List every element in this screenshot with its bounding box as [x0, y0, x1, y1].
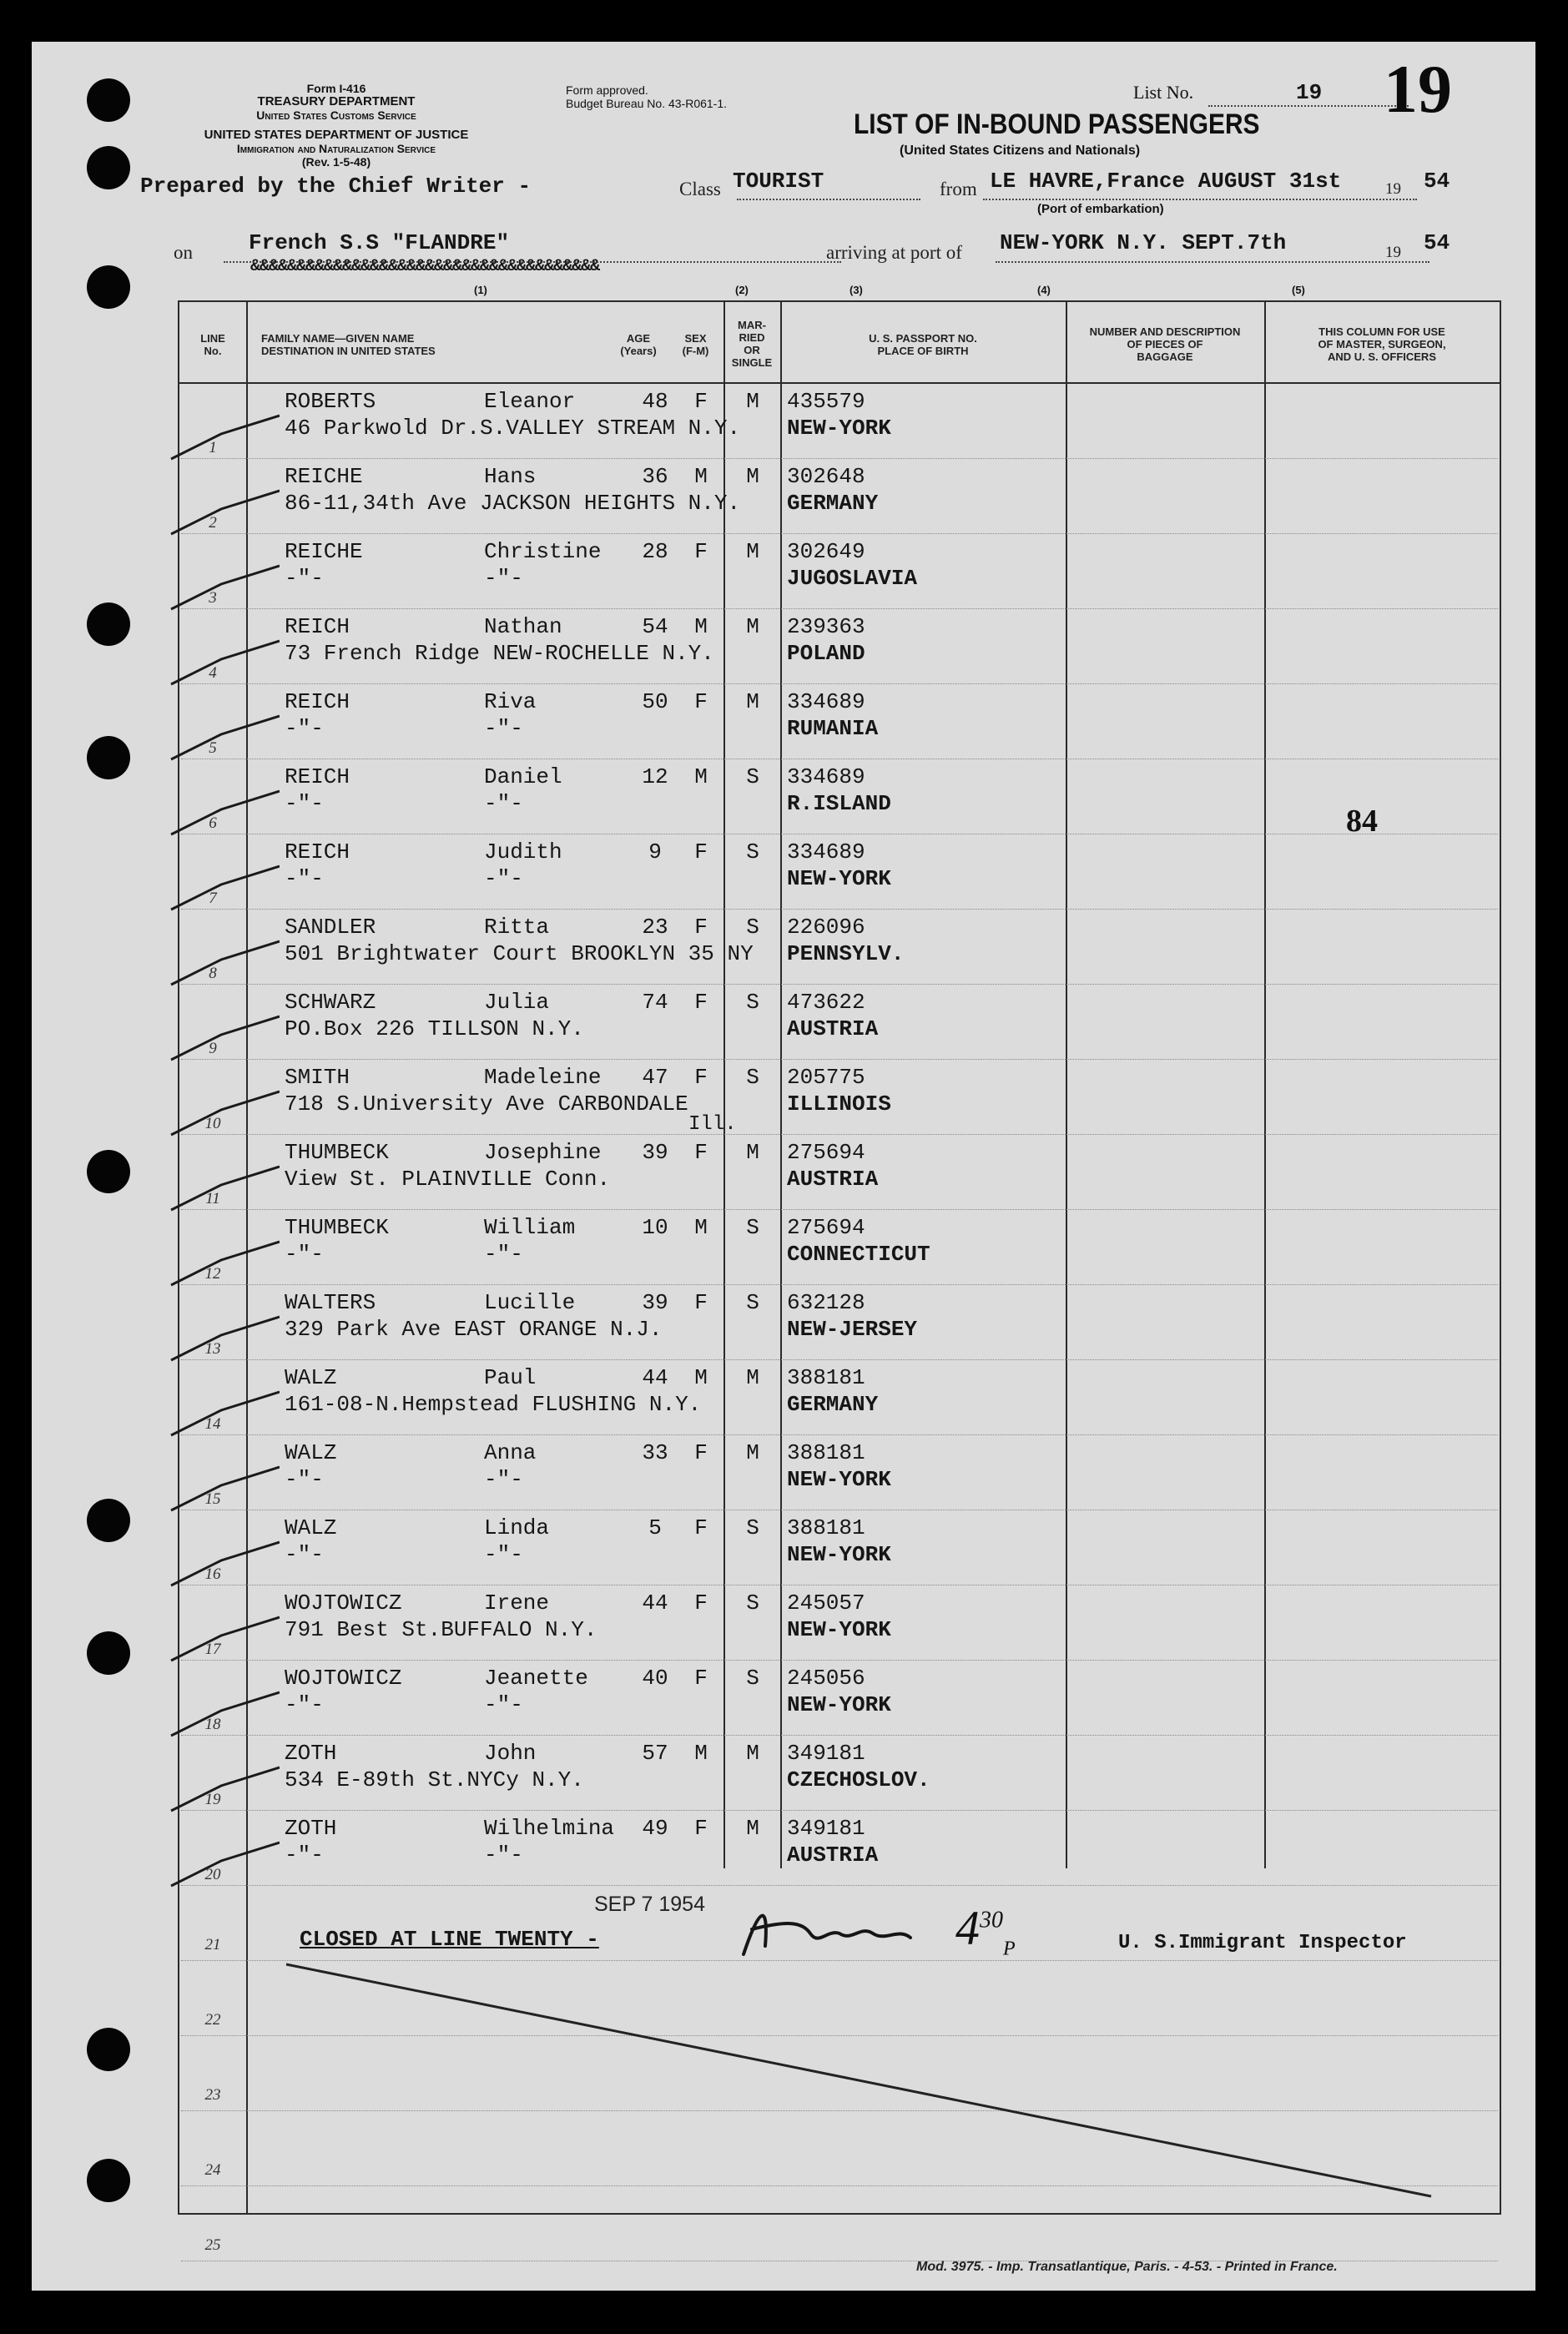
destination: -"-: [285, 866, 324, 891]
place-of-birth: NEW-YORK: [787, 416, 891, 441]
vessel-name: French S.S "FLANDRE": [249, 230, 510, 255]
document-page: [32, 42, 1535, 2291]
punch-hole: [87, 78, 130, 122]
list-no-typed: 19: [1296, 80, 1323, 105]
marital-status: S: [746, 990, 759, 1015]
marital-status: M: [746, 539, 759, 564]
check-mark: [163, 1152, 280, 1218]
customs-service: United States Customs Service: [256, 108, 416, 122]
destination-given: -"-: [484, 1692, 523, 1717]
marital-status: S: [746, 1065, 759, 1090]
sex: F: [694, 1590, 708, 1616]
destination: 534 E-89th St.NYCy N.Y.: [285, 1767, 584, 1792]
passport-number: 302649: [787, 539, 865, 564]
punch-hole: [87, 736, 130, 779]
header-line-no: LINE No.: [200, 332, 225, 357]
family-name: THUMBECK: [285, 1140, 389, 1165]
punch-hole: [87, 602, 130, 646]
sex: F: [694, 1666, 708, 1691]
marital-status: M: [746, 1741, 759, 1766]
line-number: 17: [204, 1641, 221, 1658]
sex: M: [694, 764, 708, 789]
destination-given: -"-: [484, 716, 523, 741]
passport-number: 245057: [787, 1590, 865, 1616]
given-name: Linda: [484, 1515, 550, 1540]
table-row: [179, 384, 1500, 459]
place-of-birth: CZECHOSLOV.: [787, 1767, 930, 1792]
marital-status: S: [746, 764, 759, 789]
form-header-left: [157, 82, 516, 169]
age: 49: [642, 1816, 668, 1841]
line-number: 3: [209, 589, 217, 607]
punch-hole: [87, 146, 130, 189]
family-name: REICH: [285, 839, 350, 865]
on-label: on: [174, 242, 193, 263]
given-name: Anna: [484, 1440, 537, 1465]
sex: F: [694, 915, 708, 940]
given-name: Christine: [484, 539, 602, 564]
punch-hole: [87, 1499, 130, 1542]
age: 74: [642, 990, 668, 1015]
check-mark: [163, 776, 280, 843]
passport-number: 349181: [787, 1741, 865, 1766]
age: 12: [642, 764, 668, 789]
header-sex: SEX (F-M): [682, 332, 709, 357]
check-mark: [163, 1452, 280, 1519]
line-number: 23: [204, 2086, 221, 2104]
destination-given: -"-: [484, 791, 523, 816]
passport-number: 435579: [787, 389, 865, 414]
given-name: Wilhelmina: [484, 1816, 615, 1841]
line-number: 12: [204, 1265, 221, 1283]
family-name: WOJTOWICZ: [285, 1666, 402, 1691]
given-name: William: [484, 1215, 576, 1240]
column-number-4: (4): [1037, 284, 1051, 296]
marital-status: S: [746, 1666, 759, 1691]
place-of-birth: R.ISLAND: [787, 791, 891, 816]
place-of-birth: GERMANY: [787, 491, 879, 516]
passport-number: 632128: [787, 1290, 865, 1315]
time-period: P: [1003, 1938, 1016, 1960]
sex: F: [694, 539, 708, 564]
check-mark: [163, 401, 280, 467]
passport-number: 302648: [787, 464, 865, 489]
place-of-birth: AUSTRIA: [787, 1167, 879, 1192]
passport-number: 275694: [787, 1215, 865, 1240]
age: 44: [642, 1365, 668, 1390]
family-name: WOJTOWICZ: [285, 1590, 402, 1616]
destination: PO.Box 226 TILLSON N.Y.: [285, 1016, 584, 1041]
destination-given: -"-: [484, 1542, 523, 1567]
justice-dept: UNITED STATES DEPARTMENT OF JUSTICE: [204, 128, 469, 142]
given-name: Nathan: [484, 614, 562, 639]
destination-extra: Ill.: [688, 1113, 737, 1136]
line-number: 13: [204, 1340, 221, 1358]
revision: (Rev. 1-5-48): [301, 155, 371, 169]
age: 39: [642, 1140, 668, 1165]
sex: F: [694, 1140, 708, 1165]
age: 50: [642, 689, 668, 714]
age: 40: [642, 1666, 668, 1691]
from-label: from: [940, 179, 977, 199]
table-row: [179, 1736, 1500, 1811]
marital-status: M: [746, 389, 759, 414]
age: 28: [642, 539, 668, 564]
table-row: [179, 1661, 1500, 1736]
footer-imprint: Mod. 3975. - Imp. Transatlantique, Paris. - 4-53. - Printed in France.: [916, 2260, 1338, 2274]
given-name: Julia: [484, 990, 550, 1015]
place-of-birth: JUGOSLAVIA: [787, 566, 918, 591]
table-row: [179, 1435, 1500, 1510]
family-name: WALZ: [285, 1440, 337, 1465]
header-age: AGE (Years): [620, 332, 657, 357]
line-number: 20: [204, 1866, 221, 1883]
sex: F: [694, 839, 708, 865]
prepared-by: Prepared by the Chief Writer -: [140, 174, 532, 199]
check-mark: [163, 926, 280, 993]
age: 48: [642, 389, 668, 414]
table-row: [179, 534, 1500, 609]
sex: F: [694, 389, 708, 414]
family-name: REICH: [285, 764, 350, 789]
destination: 86-11,34th Ave JACKSON HEIGHTS N.Y.: [285, 491, 741, 516]
destination: 718 S.University Ave CARBONDALE: [285, 1091, 688, 1117]
marital-status: M: [746, 1816, 759, 1841]
column-number-2: (2): [735, 284, 749, 296]
header-passport: U. S. PASSPORT NO. PLACE OF BIRTH: [869, 332, 977, 357]
age: 5: [648, 1515, 662, 1540]
place-of-birth: PENNSYLV.: [787, 941, 905, 966]
line-number: 24: [204, 2161, 221, 2179]
place-of-birth: NEW-YORK: [787, 1692, 891, 1717]
marital-status: M: [746, 689, 759, 714]
check-mark: [163, 701, 280, 768]
list-no-stamp: 19: [1384, 51, 1452, 127]
table-row: [179, 1135, 1500, 1210]
destination: 73 French Ridge NEW-ROCHELLE N.Y.: [285, 641, 714, 666]
header-married: MAR- RIED OR SINGLE: [731, 319, 773, 369]
place-of-birth: POLAND: [787, 641, 865, 666]
given-name: Eleanor: [484, 389, 576, 414]
place-of-birth: ILLINOIS: [787, 1091, 891, 1117]
sex: F: [694, 1290, 708, 1315]
family-name: WALZ: [285, 1365, 337, 1390]
family-name: REICHE: [285, 539, 363, 564]
destination: 46 Parkwold Dr.S.VALLEY STREAM N.Y.: [285, 416, 741, 441]
place-of-birth: NEW-JERSEY: [787, 1317, 918, 1342]
table-row: [179, 759, 1500, 834]
table-row: [179, 1510, 1500, 1585]
check-mark: [163, 1377, 280, 1444]
place-of-birth: RUMANIA: [787, 716, 879, 741]
line-number: 1: [209, 439, 217, 456]
cancel-line: [179, 1863, 1500, 2213]
given-name: Hans: [484, 464, 537, 489]
destination-given: -"-: [484, 1842, 523, 1868]
marital-status: S: [746, 915, 759, 940]
sex: F: [694, 1816, 708, 1841]
family-name: REICH: [285, 614, 350, 639]
passport-number: 388181: [787, 1515, 865, 1540]
age: 36: [642, 464, 668, 489]
line-number: 7: [209, 890, 217, 907]
destination: -"-: [285, 1692, 324, 1717]
column-number-1: (1): [474, 284, 487, 296]
destination-given: -"-: [484, 1242, 523, 1267]
passport-number: 334689: [787, 689, 865, 714]
table-row: [179, 1360, 1500, 1435]
family-name: WALTERS: [285, 1290, 376, 1315]
check-mark: [163, 1302, 280, 1369]
line-number: 16: [204, 1565, 221, 1583]
table-row: [179, 910, 1500, 985]
check-mark: [163, 551, 280, 618]
destination: 161-08-N.Hempstead FLUSHING N.Y.: [285, 1392, 702, 1417]
destination: -"-: [285, 1467, 324, 1492]
header-officers: THIS COLUMN FOR USE OF MASTER, SURGEON, AND U. S. OFFICERS: [1318, 325, 1446, 363]
passport-number: 245056: [787, 1666, 865, 1691]
marital-status: M: [746, 1440, 759, 1465]
inspector-title: U. S.Immigrant Inspector: [1118, 1932, 1407, 1954]
line-number: 18: [204, 1716, 221, 1733]
age: 23: [642, 915, 668, 940]
passenger-table: [178, 300, 1501, 2254]
passport-number: 334689: [787, 839, 865, 865]
family-name: REICHE: [285, 464, 363, 489]
age: 44: [642, 1590, 668, 1616]
sex: F: [694, 990, 708, 1015]
line-number: 10: [204, 1115, 221, 1132]
place-of-birth: AUSTRIA: [787, 1842, 879, 1868]
arriving-year-prefix: 19: [1385, 244, 1401, 261]
sex: M: [694, 614, 708, 639]
line-number: 25: [204, 2236, 221, 2254]
marital-status: S: [746, 1590, 759, 1616]
destination: 329 Park Ave EAST ORANGE N.J.: [285, 1317, 663, 1342]
check-mark: [163, 1752, 280, 1819]
family-name: SMITH: [285, 1065, 350, 1090]
passport-number: 388181: [787, 1365, 865, 1390]
table-row: [179, 684, 1500, 759]
passport-number: 275694: [787, 1140, 865, 1165]
passport-number: 349181: [787, 1816, 865, 1841]
passport-number: 205775: [787, 1065, 865, 1090]
given-name: Ritta: [484, 915, 550, 940]
given-name: Josephine: [484, 1140, 602, 1165]
place-of-birth: NEW-YORK: [787, 1542, 891, 1567]
line-number: 21: [204, 1936, 221, 1953]
from-year: 54: [1424, 169, 1450, 194]
check-mark: [163, 1227, 280, 1293]
punch-hole: [87, 2028, 130, 2071]
check-mark: [163, 1677, 280, 1744]
punch-hole: [87, 1150, 130, 1193]
place-of-birth: NEW-YORK: [787, 1617, 891, 1642]
destination: 791 Best St.BUFFALO N.Y.: [285, 1617, 597, 1642]
destination: -"-: [285, 1542, 324, 1567]
port-of-embarkation: (Port of embarkation): [1037, 202, 1164, 216]
line-number: 2: [209, 514, 217, 532]
check-mark: [163, 626, 280, 693]
arriving-label: arriving at port of: [826, 242, 962, 263]
table-row: [179, 1285, 1500, 1360]
marital-status: S: [746, 1290, 759, 1315]
destination-given: -"-: [484, 866, 523, 891]
time-minutes: 30: [980, 1907, 1003, 1933]
destination-given: -"-: [484, 566, 523, 591]
place-of-birth: GERMANY: [787, 1392, 879, 1417]
table-row: [179, 985, 1500, 1060]
check-mark: [163, 1602, 280, 1669]
marital-status: S: [746, 839, 759, 865]
table-row: [179, 609, 1500, 684]
header-name: FAMILY NAME—GIVEN NAME DESTINATION IN UNITED STATES: [261, 332, 436, 357]
sex: M: [694, 1741, 708, 1766]
given-name: Riva: [484, 689, 537, 714]
destination: View St. PLAINVILLE Conn.: [285, 1167, 611, 1192]
destination: -"-: [285, 1842, 324, 1868]
age: 10: [642, 1215, 668, 1240]
punch-hole: [87, 265, 130, 309]
line-number: 14: [204, 1415, 221, 1433]
family-name: WALZ: [285, 1515, 337, 1540]
check-mark: [163, 851, 280, 918]
table-row: [179, 1585, 1500, 1661]
given-name: Irene: [484, 1590, 550, 1616]
sex: F: [694, 689, 708, 714]
class-value: TOURIST: [733, 169, 824, 194]
passport-number: 388181: [787, 1440, 865, 1465]
line-number: 5: [209, 739, 217, 757]
destination: -"-: [285, 791, 324, 816]
sex: M: [694, 464, 708, 489]
marital-status: M: [746, 1140, 759, 1165]
age: 9: [648, 839, 662, 865]
table-row: [179, 834, 1500, 910]
check-mark: [163, 1076, 280, 1143]
passport-number: 473622: [787, 990, 865, 1015]
marital-status: S: [746, 1515, 759, 1540]
sex: M: [694, 1365, 708, 1390]
vessel-strikeout: &&&&&&&&&&&&&&&&&&&&&&&&&&&&&&&&&&&&&&: [250, 257, 600, 276]
check-mark: [163, 1001, 280, 1068]
arriving-year: 54: [1424, 230, 1450, 255]
given-name: Jeanette: [484, 1666, 588, 1691]
family-name: THUMBECK: [285, 1215, 389, 1240]
given-name: Lucille: [484, 1290, 576, 1315]
from-value: LE HAVRE,France AUGUST 31st: [990, 169, 1342, 194]
age: 57: [642, 1741, 668, 1766]
family-name: ZOTH: [285, 1741, 337, 1766]
document-title: LIST OF IN-BOUND PASSENGERS: [854, 108, 1260, 140]
place-of-birth: NEW-YORK: [787, 866, 891, 891]
form-approved: Form approved. Budget Bureau No. 43-R061-1.: [566, 83, 728, 110]
marital-status: M: [746, 464, 759, 489]
passport-number: 334689: [787, 764, 865, 789]
given-name: Paul: [484, 1365, 537, 1390]
family-name: REICH: [285, 689, 350, 714]
line-number: 9: [209, 1040, 217, 1057]
sex: F: [694, 1065, 708, 1090]
place-of-birth: AUSTRIA: [787, 1016, 879, 1041]
age: 54: [642, 614, 668, 639]
line-number: 19: [204, 1791, 221, 1808]
header-baggage: NUMBER AND DESCRIPTION OF PIECES OF BAGGAGE: [1089, 325, 1241, 363]
age: 33: [642, 1440, 668, 1465]
from-year-prefix: 19: [1385, 180, 1401, 198]
ins-name: Immigration and Naturalization Service: [236, 142, 436, 155]
document-subtitle: (United States Citizens and Nationals): [900, 144, 1141, 158]
line-number: 6: [209, 814, 217, 832]
passport-number: 239363: [787, 614, 865, 639]
sex: F: [694, 1440, 708, 1465]
sex: F: [694, 1515, 708, 1540]
family-name: ROBERTS: [285, 389, 376, 414]
given-name: Madeleine: [484, 1065, 602, 1090]
place-of-birth: NEW-YORK: [787, 1467, 891, 1492]
treasury-dept: TREASURY DEPARTMENT: [257, 94, 416, 108]
given-name: Daniel: [484, 764, 562, 789]
family-name: SANDLER: [285, 915, 376, 940]
marital-status: S: [746, 1215, 759, 1240]
column-number-3: (3): [850, 284, 863, 296]
given-name: Judith: [484, 839, 562, 865]
line-number: 15: [204, 1490, 221, 1508]
destination: -"-: [285, 566, 324, 591]
passport-number: 226096: [787, 915, 865, 940]
check-mark: [163, 476, 280, 542]
arriving-value: NEW-YORK N.Y. SEPT.7th: [1000, 230, 1287, 255]
age: 47: [642, 1065, 668, 1090]
closed-at-line: CLOSED AT LINE TWENTY -: [300, 1927, 599, 1952]
age: 39: [642, 1290, 668, 1315]
marital-status: M: [746, 614, 759, 639]
table-row: [179, 459, 1500, 534]
time-hour: 4: [955, 1901, 980, 1955]
destination: -"-: [285, 716, 324, 741]
list-no-label: List No.: [1133, 82, 1194, 103]
destination: -"-: [285, 1242, 324, 1267]
table-row: [179, 1210, 1500, 1285]
destination: 501 Brightwater Court BROOKLYN 35 NY: [285, 941, 754, 966]
column-number-5: (5): [1292, 284, 1305, 296]
sex: M: [694, 1215, 708, 1240]
line-number: 11: [205, 1190, 220, 1207]
family-name: SCHWARZ: [285, 990, 376, 1015]
check-mark: [163, 1527, 280, 1594]
given-name: John: [484, 1741, 537, 1766]
punch-hole: [87, 2159, 130, 2202]
table-row: [179, 1060, 1500, 1135]
line-number: 22: [204, 2011, 221, 2029]
form-number: Form I-416: [306, 82, 366, 95]
punch-hole: [87, 1631, 130, 1675]
marital-status: M: [746, 1365, 759, 1390]
date-stamp: SEP 7 1954: [594, 1893, 705, 1916]
destination-given: -"-: [484, 1467, 523, 1492]
line-number: 8: [209, 965, 217, 982]
class-label: Class: [679, 179, 721, 199]
place-of-birth: CONNECTICUT: [787, 1242, 930, 1267]
line-number: 4: [209, 664, 217, 682]
family-name: ZOTH: [285, 1816, 337, 1841]
officer-count: 84: [1346, 804, 1378, 839]
